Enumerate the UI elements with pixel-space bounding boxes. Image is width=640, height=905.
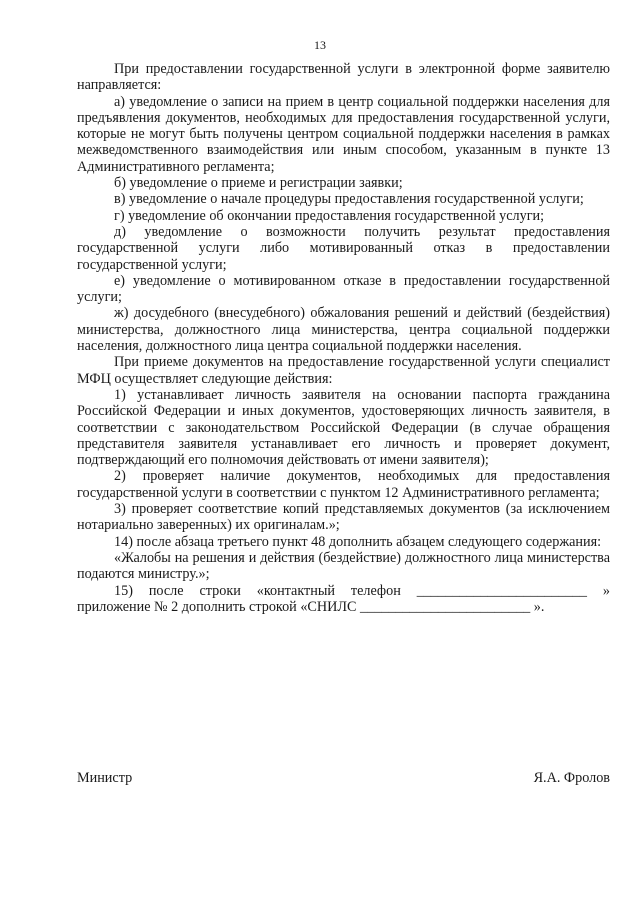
paragraph-mfc-1: 1) устанавливает личность заявителя на основании паспорта гражданина Российской Федерации и иных документов, удостоверяющих личность заявителя, в соответствии с законодательством Российской Федерации (в случае обращения представителя заявителя устанавливает его личность и проверяет документ, подтверждающий его полномочия действовать от имени заявителя); [77, 386, 610, 469]
paragraph-quote: «Жалобы на решения и действия (бездействие) должностного лица министерства подаются министру.»; [77, 549, 610, 583]
paragraph-item-a: а) уведомление о записи на прием в центр социальной поддержки населения для предъявления документов, необходимых для предоставления государственной услуги, которые не могут быть получены центром социальной поддержки населения в рамках межведомственного взаимодействия или иным способом, указанным в пункте 13 Административного регламента; [77, 93, 610, 175]
paragraph-intro: При предоставлении государственной услуги в электронной форме заявителю направляется: [77, 61, 610, 94]
paragraph-item-e: е) уведомление о мотивированном отказе в предоставлении государственной услуги; [77, 272, 610, 306]
paragraph-item-v: в) уведомление о начале процедуры предоставления государственной услуги; [114, 191, 584, 208]
page-number: 13 [314, 38, 326, 52]
paragraph-item-b: б) уведомление о приеме и регистрации заявки; [114, 175, 403, 192]
paragraph-amendment-15: 15) после строки «контактный телефон ________________________ » приложение № 2 дополнить строкой «СНИЛС ________________________ ». [77, 582, 610, 615]
paragraph-amendment-14: 14) после абзаца третьего пункт 48 дополнить абзацем следующего содержания: [114, 533, 602, 550]
paragraph-item-d: д) уведомление о возможности получить результат предоставления государственной услуги либо мотивированный отказ в предоставлении государственной услуги; [77, 223, 610, 273]
paragraph-mfc-2: 2) проверяет наличие документов, необходимых для предоставления государственной услуги в соответствии с пунктом 12 Административного регламента; [77, 468, 610, 501]
signatory-name: Я.А. Фролов [533, 770, 610, 786]
paragraph-item-zh: ж) досудебного (внесудебного) обжалования решений и действий (бездействия) министерства, должностного лица министерства, центра социальной поддержки населения, должностного лица центра социальной поддержки населения. [77, 305, 610, 355]
paragraph-mfc-3: 3) проверяет соответствие копий представляемых документов (за исключением нотариально заверенных) их оригиналам.»; [77, 501, 610, 534]
paragraph-item-g: г) уведомление об окончании предоставления государственной услуги; [114, 207, 545, 224]
signatory-title: Министр [77, 770, 133, 786]
paragraph-mfc-intro: При приеме документов на предоставление государственной услуги специалист МФЦ осуществляет следующие действия: [77, 354, 610, 387]
document-body [77, 61, 610, 615]
